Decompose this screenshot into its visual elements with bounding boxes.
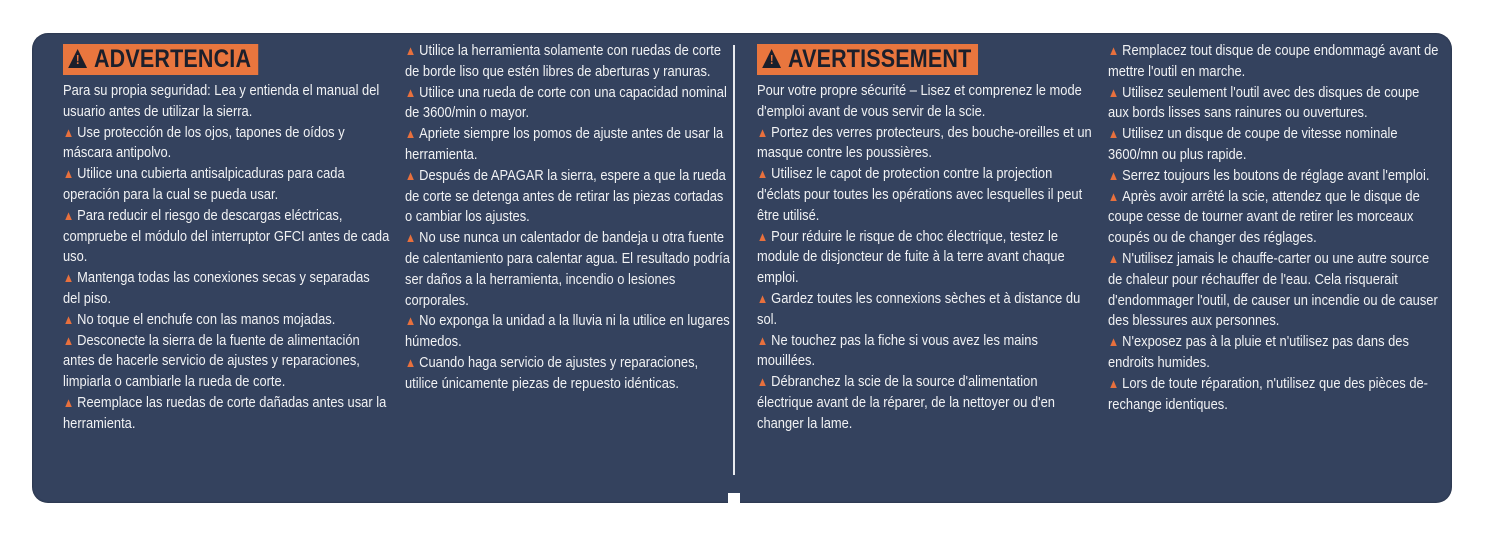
orange-triangle-bullet-icon: ▲ xyxy=(405,43,420,58)
french-list-2 xyxy=(1108,41,1443,415)
warning-item-text: Gardez toutes les connexions sèches et à distance du sol. xyxy=(757,289,1081,328)
warning-item xyxy=(63,331,390,393)
warning-item xyxy=(757,372,1092,434)
warning-item-text: No toque el enchufe con las manos mojadas. xyxy=(77,310,336,328)
orange-triangle-bullet-icon: ▲ xyxy=(63,207,78,223)
warning-item xyxy=(757,331,1092,373)
warning-item xyxy=(757,123,1092,165)
warning-item xyxy=(1108,124,1443,166)
spanish-list-2 xyxy=(405,41,732,395)
warning-item-text: Apriete siempre los pomos de ajuste antes de usar la herramienta. xyxy=(405,125,724,163)
orange-triangle-bullet-icon: ▲ xyxy=(405,126,420,142)
warning-item-text: Use protección de los ojos, tapones de oídos y máscara antipolvo. xyxy=(63,123,345,162)
warning-item-text: Reemplace las ruedas de corte dañadas antes usar la herramienta. xyxy=(63,393,387,432)
warning-item xyxy=(405,166,732,228)
warning-item-text: Portez des verres protecteurs, des bouche-oreilles et un masque contre les poussières. xyxy=(757,123,1092,162)
orange-triangle-bullet-icon: ▲ xyxy=(757,228,772,244)
spanish-warning-banner xyxy=(63,44,258,75)
warning-item xyxy=(1108,83,1443,125)
warning-item-text: Utilice una rueda de corte con una capacidad nominal de 3600/min o mayor. xyxy=(405,83,727,122)
warning-triangle-icon xyxy=(68,49,87,68)
warning-item xyxy=(405,228,732,311)
orange-triangle-bullet-icon: ▲ xyxy=(1108,167,1123,183)
warning-item xyxy=(405,353,732,395)
warning-item-text: Débranchez la scie de la source d'alimentation électrique avant de la réparer, de la nettoyer ou d'en changer la lame. xyxy=(757,373,1055,432)
orange-triangle-bullet-icon: ▲ xyxy=(1108,334,1123,350)
warning-item xyxy=(405,41,732,83)
warning-item xyxy=(1108,41,1443,83)
warning-triangle-icon xyxy=(762,49,781,68)
orange-triangle-bullet-icon: ▲ xyxy=(1108,250,1123,266)
warning-item-text: Cuando haga servicio de ajustes y reparaciones, utilice únicamente piezas de repuesto idénticas. xyxy=(405,353,699,392)
orange-triangle-bullet-icon: ▲ xyxy=(1108,84,1123,100)
spanish-header-text: ADVERTENCIA xyxy=(93,45,252,73)
warning-item xyxy=(63,206,390,268)
warning-item xyxy=(405,311,732,353)
warning-item-text: Lors de toute réparation, n'utilisez que des pièces de-rechange identiques. xyxy=(1108,374,1428,413)
warning-item xyxy=(757,289,1092,331)
warning-item xyxy=(405,83,732,125)
orange-triangle-bullet-icon: ▲ xyxy=(1108,188,1123,204)
warning-item-text: N'utilisez jamais le chauffe-carter ou une autre source de chaleur pour réchauffer de l'eau. Cela risquerait d'endommager l'outil, de causer un incendie ou de causer des blessures aux personnes. xyxy=(1108,249,1438,330)
warning-item xyxy=(63,123,390,165)
warning-item-text: Desconecte la sierra de la fuente de alimentación antes de hacerle servicio de ajustes y reparaciones, limpiarla o cambiarle la rueda de corte. xyxy=(63,331,360,391)
orange-triangle-bullet-icon: ▲ xyxy=(405,354,420,370)
orange-triangle-bullet-icon: ▲ xyxy=(63,124,78,140)
orange-triangle-bullet-icon: ▲ xyxy=(1108,126,1123,142)
warning-item-text: Utilisez seulement l'outil avec des disques de coupe aux bords lisses sans rainures ou ouvertures. xyxy=(1108,83,1420,122)
warning-item xyxy=(1108,249,1443,332)
orange-triangle-bullet-icon: ▲ xyxy=(757,332,772,348)
orange-triangle-bullet-icon: ▲ xyxy=(405,167,420,183)
warning-item xyxy=(757,164,1092,226)
warning-item xyxy=(63,268,390,310)
french-intro: Pour votre propre sécurité – Lisez et comprenez le mode d'emploi avant de vous servir de la scie. xyxy=(757,82,1082,120)
french-list-1 xyxy=(757,123,1092,435)
warning-item-text: Remplacez tout disque de coupe endommagé avant de mettre l'outil en marche. xyxy=(1108,42,1439,80)
orange-triangle-bullet-icon: ▲ xyxy=(405,313,420,329)
orange-triangle-bullet-icon: ▲ xyxy=(405,230,420,246)
warning-label xyxy=(32,33,1452,503)
orange-triangle-bullet-icon: ▲ xyxy=(63,270,78,286)
warning-item-text: Después de APAGAR la sierra, espere a que la rueda de corte se detenga antes de retirar las piezas cortadas o cambiar los ajustes. xyxy=(405,166,726,226)
orange-triangle-bullet-icon: ▲ xyxy=(63,166,78,182)
spanish-intro: Para su propia seguridad: Lea y entienda el manual del usuario antes de utilizar la sierra. xyxy=(63,82,380,120)
warning-item-text: No exponga la unidad a la lluvia ni la utilice en lugares húmedos. xyxy=(405,312,730,351)
orange-triangle-bullet-icon: ▲ xyxy=(757,124,772,140)
warning-item-text: Après avoir arrêté la scie, attendez que le disque de coupe cesse de tourner avant de retirer les morceaux coupés ou de changer des réglages. xyxy=(1108,187,1420,247)
warning-item xyxy=(63,310,390,331)
warning-item-text: Mantenga todas las conexiones secas y separadas del piso. xyxy=(63,269,370,307)
warning-item-text: Utilisez le capot de protection contre la projection d'éclats pour toutes les opérations avec lesquelles il peut être utilisé. xyxy=(757,165,1083,224)
orange-triangle-bullet-icon: ▲ xyxy=(757,374,772,390)
warning-item-text: Para reducir el riesgo de descargas eléctricas, compruebe el módulo del interruptor GFCI antes de cada uso. xyxy=(63,206,390,266)
warning-item xyxy=(757,227,1092,289)
orange-triangle-bullet-icon: ▲ xyxy=(63,332,78,348)
warning-item-text: Utilice la herramienta solamente con ruedas de corte de borde liso que estén libres de aberturas y ranuras. xyxy=(405,42,722,80)
french-column-1 xyxy=(757,41,1092,435)
spanish-column-1 xyxy=(63,41,390,435)
orange-triangle-bullet-icon: ▲ xyxy=(405,84,420,100)
orange-triangle-bullet-icon: ▲ xyxy=(1108,375,1123,391)
orange-triangle-bullet-icon: ▲ xyxy=(63,311,78,327)
spanish-column-2 xyxy=(405,41,732,395)
french-header-text: AVERTISSEMENT xyxy=(787,45,972,73)
orange-triangle-bullet-icon: ▲ xyxy=(1108,43,1123,58)
orange-triangle-bullet-icon: ▲ xyxy=(63,394,78,410)
warning-item-text: Ne touchez pas la fiche si vous avez les mains mouillées. xyxy=(757,331,1038,370)
language-divider xyxy=(733,45,735,475)
warning-item xyxy=(1108,374,1443,416)
label-notch xyxy=(728,493,740,507)
warning-item xyxy=(63,393,390,435)
warning-item xyxy=(405,124,732,166)
orange-triangle-bullet-icon: ▲ xyxy=(757,290,772,306)
warning-item xyxy=(1108,187,1443,249)
orange-triangle-bullet-icon: ▲ xyxy=(757,166,772,182)
warning-item-text: Utilice una cubierta antisalpicaduras para cada operación para la cual se pueda usar. xyxy=(63,165,345,203)
warning-item-text: No use nunca un calentador de bandeja u otra fuente de calentamiento para calentar agua. El resultado podría ser daños a la herramienta, incendio o lesiones corporales. xyxy=(405,229,730,309)
french-warning-banner xyxy=(757,44,978,75)
warning-item-text: Utilisez un disque de coupe de vitesse nominale 3600/mn ou plus rapide. xyxy=(1108,125,1398,163)
warning-item xyxy=(63,164,390,206)
warning-item xyxy=(1108,332,1443,374)
warning-item-text: Serrez toujours les boutons de réglage avant l'emploi. xyxy=(1122,166,1430,184)
french-column-2 xyxy=(1108,41,1443,415)
warning-item-text: Pour réduire le risque de choc électrique, testez le module de disjoncteur de fuite à la terre avant chaque emploi. xyxy=(757,227,1065,287)
warning-item xyxy=(1108,166,1443,187)
warning-item-text: N'exposez pas à la pluie et n'utilisez pas dans des endroits humides. xyxy=(1108,333,1409,371)
spanish-list-1 xyxy=(63,123,390,435)
